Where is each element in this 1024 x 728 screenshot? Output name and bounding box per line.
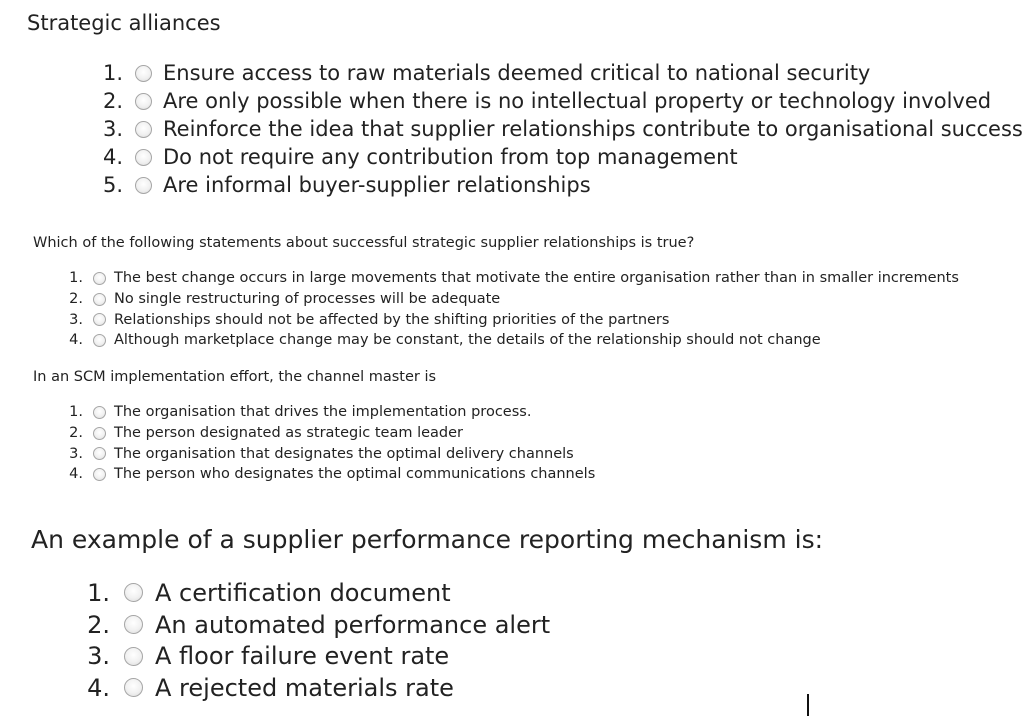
option-number: 4. bbox=[69, 466, 83, 483]
option-label[interactable]: Ensure access to raw materials deemed critical to national security bbox=[163, 61, 871, 85]
radio-button-icon[interactable] bbox=[135, 65, 152, 82]
radio-button-icon[interactable] bbox=[93, 313, 106, 326]
answer-option[interactable] bbox=[0, 59, 1024, 87]
answer-options bbox=[0, 268, 1024, 351]
option-label[interactable]: Reinforce the idea that supplier relationships contribute to organisational success bbox=[163, 117, 1023, 141]
question-prompt: Strategic alliances bbox=[27, 11, 221, 35]
question-prompt: An example of a supplier performance reporting mechanism is: bbox=[31, 525, 824, 554]
answer-option[interactable] bbox=[0, 423, 1024, 444]
option-label[interactable]: Do not require any contribution from top management bbox=[163, 145, 738, 169]
option-label[interactable]: A rejected materials rate bbox=[155, 673, 454, 702]
answer-option[interactable] bbox=[0, 87, 1024, 115]
option-number: 2. bbox=[87, 610, 110, 639]
answer-options bbox=[0, 59, 1024, 199]
answer-options bbox=[0, 402, 1024, 485]
radio-button-icon[interactable] bbox=[93, 447, 106, 460]
answer-option[interactable] bbox=[0, 289, 1024, 310]
option-number: 4. bbox=[69, 332, 83, 349]
option-label[interactable]: A certification document bbox=[155, 578, 451, 607]
option-number: 3. bbox=[69, 445, 83, 462]
option-number: 1. bbox=[87, 578, 110, 607]
answer-option[interactable] bbox=[0, 577, 1024, 609]
question-block-2 bbox=[0, 232, 1024, 351]
option-label[interactable]: The person designated as strategic team leader bbox=[114, 425, 463, 442]
answer-option[interactable] bbox=[0, 309, 1024, 330]
radio-button-icon[interactable] bbox=[124, 678, 143, 697]
radio-button-icon[interactable] bbox=[93, 427, 106, 440]
answer-option[interactable] bbox=[0, 672, 1024, 704]
option-number: 1. bbox=[69, 270, 83, 287]
radio-button-icon[interactable] bbox=[93, 468, 106, 481]
option-number: 4. bbox=[102, 145, 123, 169]
option-label[interactable]: Relationships should not be affected by the shifting priorities of the partners bbox=[114, 311, 670, 328]
radio-button-icon[interactable] bbox=[93, 406, 106, 419]
option-number: 2. bbox=[102, 89, 123, 113]
radio-button-icon[interactable] bbox=[124, 647, 143, 666]
option-label[interactable]: No single restructuring of processes will be adequate bbox=[114, 291, 501, 308]
answer-option[interactable] bbox=[0, 640, 1024, 672]
answer-option[interactable] bbox=[0, 268, 1024, 289]
option-number: 1. bbox=[102, 61, 123, 85]
option-label[interactable]: An automated performance alert bbox=[155, 610, 551, 639]
answer-option[interactable] bbox=[0, 402, 1024, 423]
option-number: 4. bbox=[87, 673, 110, 702]
question-block-4 bbox=[0, 522, 1024, 704]
answer-option[interactable] bbox=[0, 464, 1024, 485]
option-label[interactable]: Are informal buyer-supplier relationships bbox=[163, 173, 591, 197]
option-label[interactable]: A floor failure event rate bbox=[155, 642, 450, 671]
option-label[interactable]: The organisation that drives the implementation process. bbox=[114, 404, 532, 421]
answer-option[interactable] bbox=[0, 115, 1024, 143]
radio-button-icon[interactable] bbox=[93, 334, 106, 347]
radio-button-icon[interactable] bbox=[124, 583, 143, 602]
option-label[interactable]: Are only possible when there is no intellectual property or technology involved bbox=[163, 89, 992, 113]
answer-options bbox=[0, 577, 1024, 704]
radio-button-icon[interactable] bbox=[124, 615, 143, 634]
option-label[interactable]: The best change occurs in large movements that motivate the entire organisation rather than in smaller increments bbox=[114, 270, 959, 287]
answer-option[interactable] bbox=[0, 443, 1024, 464]
answer-option[interactable] bbox=[0, 171, 1024, 199]
question-block-3 bbox=[0, 366, 1024, 485]
option-label[interactable]: The person who designates the optimal communications channels bbox=[114, 466, 596, 483]
radio-button-icon[interactable] bbox=[93, 272, 106, 285]
option-number: 3. bbox=[87, 642, 110, 671]
question-prompt: Which of the following statements about successful strategic supplier relationships is true? bbox=[33, 235, 695, 251]
option-number: 2. bbox=[69, 425, 83, 442]
option-label[interactable]: The organisation that designates the optimal delivery channels bbox=[114, 445, 574, 462]
radio-button-icon[interactable] bbox=[135, 93, 152, 110]
radio-button-icon[interactable] bbox=[135, 149, 152, 166]
option-label[interactable]: Although marketplace change may be constant, the details of the relationship should not change bbox=[114, 332, 821, 349]
radio-button-icon[interactable] bbox=[135, 177, 152, 194]
option-number: 1. bbox=[69, 404, 83, 421]
text-cursor-icon bbox=[807, 694, 809, 716]
question-block-1 bbox=[0, 8, 1024, 199]
answer-option[interactable] bbox=[0, 609, 1024, 641]
radio-button-icon[interactable] bbox=[93, 293, 106, 306]
question-prompt: In an SCM implementation effort, the channel master is bbox=[33, 369, 437, 385]
radio-button-icon[interactable] bbox=[135, 121, 152, 138]
option-number: 3. bbox=[102, 117, 123, 141]
option-number: 3. bbox=[69, 311, 83, 328]
option-number: 5. bbox=[102, 173, 123, 197]
option-number: 2. bbox=[69, 291, 83, 308]
answer-option[interactable] bbox=[0, 143, 1024, 171]
answer-option[interactable] bbox=[0, 330, 1024, 351]
